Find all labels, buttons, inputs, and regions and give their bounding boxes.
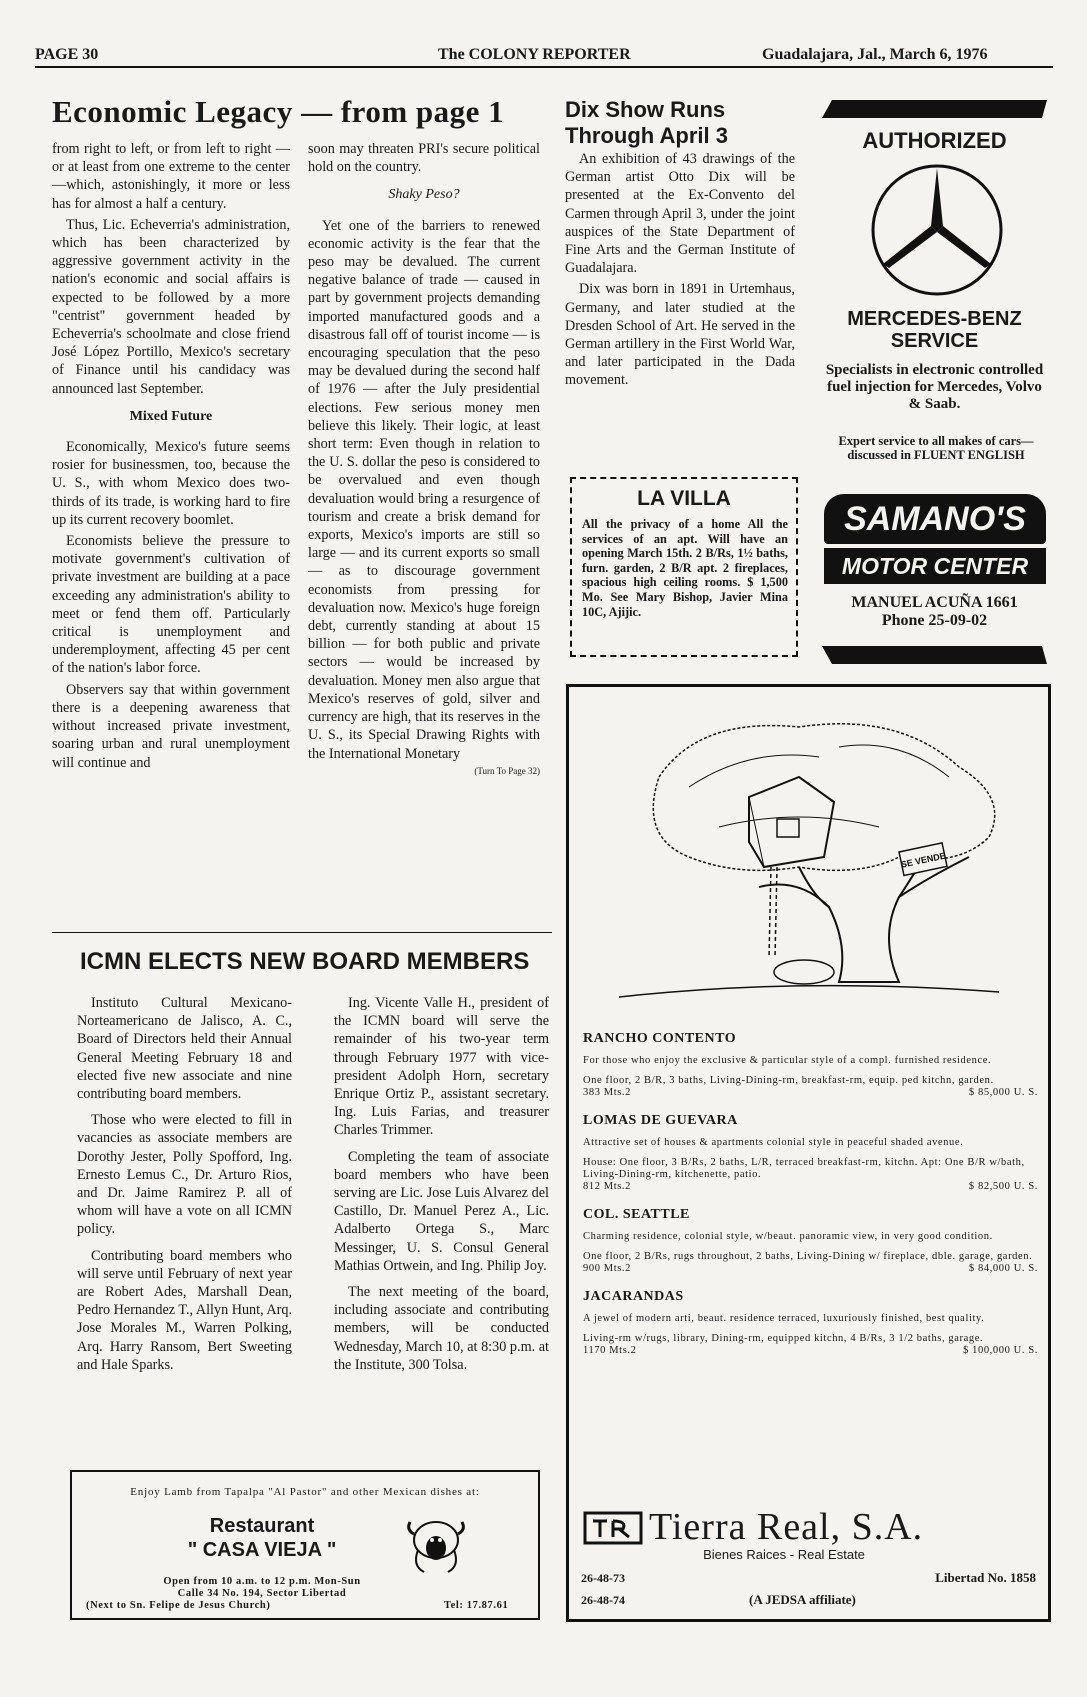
paragraph: Instituto Cultural Mexicano-Norteamericano de Jalisco, A. C., Board of Directors held their Annual General Meeting February 18 and elected five new associate and nine contributing board members. [77, 995, 292, 1103]
listing-rancho-contento [583, 1031, 1038, 1099]
paragraph: Thus, Lic. Echeverria's administration, which has been characterized by aggressive government activity in the nation's economic and social affairs is expected to be followed by a more "centrist" government headed by Echeverria's schoolmate and close friend José López Portillo, Mexico's secretary of Finance until his candidacy was announced last September. [52, 216, 290, 397]
tierra-real-name: Tierra Real, S.A. [649, 1506, 924, 1548]
banner-top-shape [822, 96, 1047, 122]
listing-detail: House: One floor, 3 B/Rs, 2 baths, L/R, terraced breakfast-rm, kitchn. Apt: One B/R w/bath, Living-Dining-rm, kitchenette, patio. [583, 1157, 1025, 1180]
treehouse-illustration [599, 707, 1019, 1007]
economic-column-1 [52, 140, 290, 775]
samanos-phone: Phone 25-09-02 [881, 612, 988, 629]
tierra-real-address: Libertad No. 1858 [935, 1570, 1036, 1585]
restaurant-details [112, 1576, 412, 1599]
dix-headline-line-1: Dix Show Runs [565, 97, 726, 122]
mercedes-brand [822, 308, 1047, 352]
restaurant-name-line-1: Restaurant [209, 1515, 315, 1537]
listing-detail: One floor, 2 B/Rs, rugs throughout, 2 baths, Living-Dining w/ fireplace, dble. garage, garden. [583, 1251, 1033, 1262]
banner-bottom-shape [822, 642, 1047, 668]
listing-detail: One floor, 2 B/R, 3 baths, Living-Dining-rm, breakfast-rm, equip. ped kitchn, garden. [583, 1075, 994, 1086]
mercedes-specialists: Specialists in electronic controlled fuel injection for Mercedes, Volvo & Saab. [825, 362, 1044, 412]
listing-desc: Attractive set of houses & apartments colonial style in peaceful shaded avenue. [583, 1137, 964, 1148]
paragraph: Yet one of the barriers to renewed economic activity is the fear that the peso may be devalued. The current negative balance of trade — caused in part by government projects demanding imported manufactured goods and a disastrous fall off of tourist income — is encouraging speculation that the peso may be devalued during the second half of 1976 — after the July presidential elections. Few serious money men believe this likely. Their logic, at least short term: Even though in relation to the U. S. dollar the peso is considered to be overvalued and even though devaluation would bring a resurgence of tourism and create a brisk demand for exports, Mexico's imports are still so large — and its current exports so small — as to discourage government economists from pressing for devaluation now. Mexico's huge foreign debt, currently standing at about 15 billion — for both public and private sectors — would be increased by devaluation. Money men also argue that Mexico's reserves of gold, silver and currency are high, that its reserves in the U. S., its Special Drawing Rights with the International Monetary [308, 217, 540, 762]
restaurant-name [142, 1514, 382, 1562]
subhead-mixed-future: Mixed Future [129, 408, 213, 424]
listing-title: LOMAS DE GUEVARA [583, 1113, 738, 1128]
paragraph: Completing the team of associate board members who have been serving are Lic. Jose Luis Alvarez del Castillo, Dr. Manuel Perez A., Lic. Adalberto Ortega S., Marc Messinger, U. S. Consul General Mathias Ortwein, and Ing. Philip Joy. [334, 1148, 549, 1274]
listing-size-price [583, 1263, 1038, 1275]
tierra-real-phones [581, 1567, 625, 1611]
paragraph: Economically, Mexico's future seems rosier for businessmen, too, because the U. S., with whom Mexico does two-thirds of its trade, is working hard to fire up its current recovery boomlet. [52, 439, 290, 528]
restaurant-near: (Next to Sn. Felipe de Jesus Church) [86, 1600, 271, 1611]
listing-desc: For those who enjoy the exclusive & particular style of a compl. furnished residence. [583, 1055, 992, 1066]
paragraph: Those who were elected to fill in vacancies as associate members are Dorothy Jester, Polly Spofford, Ing. Ernesto Lemus C., Dr. Arturo Rios, and Dr. Jaime Ramirez P. all of whom will have a vote on all ICMN policy. [77, 1112, 292, 1238]
restaurant-name-line-2: " CASA VIEJA " [187, 1539, 337, 1561]
listing-price: $ 84,000 U. S. [968, 1263, 1038, 1274]
dateline: Guadalajara, Jal., March 6, 1976 [762, 46, 988, 63]
phone-1: 26-48-73 [581, 1571, 625, 1585]
la-villa-title: LA VILLA [637, 487, 731, 510]
listing-price: $ 82,500 U. S. [968, 1181, 1038, 1192]
icmn-column-2 [334, 994, 549, 1377]
tierra-real-ad [566, 684, 1051, 1622]
dix-headline [565, 97, 728, 149]
jump-line: (Turn To Page 32) [474, 765, 540, 776]
paragraph: soon may threaten PRI's secure political hold on the country. [308, 141, 540, 176]
la-villa-ad [570, 477, 798, 657]
listing-title: RANCHO CONTENTO [583, 1031, 737, 1046]
paragraph: Ing. Vicente Valle H., president of the ICMN board will serve the remainder of his two-year term through February 1977 with vice-president Adolph Horn, secretary Enrique Ortiz P., assistant secretary. Ing. Luis Farias, and treasurer Charles Trimmer. [334, 995, 549, 1139]
lamb-icon [402, 1510, 472, 1578]
tierra-real-tagline: Bienes Raices - Real Estate [703, 1547, 865, 1562]
phone-2: 26-48-74 [581, 1593, 625, 1607]
paragraph: An exhibition of 43 drawings of the German artist Otto Dix will be presented at the Ex-Convento del Carmen through April 3, under the joint auspices of the State Department of Fine Arts and the German Institute of Guadalajara. [565, 151, 795, 277]
brand-line-2: SERVICE [890, 330, 979, 352]
page-number: PAGE 30 [35, 46, 99, 63]
paragraph: The next meeting of the board, including associate and contributing members, will be conducted Wednesday, March 10, at 8:30 p.m. at the Institute, 300 Tolsa. [334, 1284, 549, 1373]
economic-column-2 [308, 140, 540, 776]
se-vende-sign: SE VENDE [899, 850, 947, 870]
dix-headline-line-2: Through April 3 [565, 123, 728, 148]
listing-jacarandas [583, 1289, 1038, 1357]
authorized-label: AUTHORIZED [862, 128, 1007, 153]
newspaper-name: The COLONY REPORTER [438, 46, 631, 63]
paragraph: Dix was born in 1891 in Urtemhaus, Germany, and later studied at the Dresden School of Art. He served in the German artillery in the First World War, and later participated in the Dada movement. [565, 281, 795, 389]
listing-detail: Living-rm w/rugs, library, Dining-rm, equipped kitchn, 4 B/Rs, 3 1/2 baths, garage. [583, 1333, 984, 1344]
restaurant-address: Calle 34 No. 194, Sector Libertad [177, 1587, 347, 1599]
restaurant-ad [70, 1470, 540, 1620]
paragraph: from right to left, or from left to right — or at least from one extreme to the center—which, astonishingly, it more or less has for almost a half a century. [52, 141, 290, 212]
listing-price: $ 100,000 U. S. [963, 1345, 1038, 1356]
listing-desc: A jewel of modern arti, beaut. residence terraced, luxuriously finished, best quality. [583, 1313, 985, 1324]
paragraph: Observers say that within government there is a deepening awareness that without increased private investment, soaring urban and rural unemployment will continue and [52, 681, 290, 771]
brand-line-1: MERCEDES-BENZ [847, 308, 1022, 330]
icmn-column-1 [77, 994, 292, 1377]
samanos-contact [822, 594, 1047, 630]
mercedes-expert: Expert service to all makes of cars—discussed in FLUENT ENGLISH [838, 434, 1034, 462]
mercedes-star-icon [867, 160, 1007, 300]
listing-title: JACARANDAS [583, 1289, 684, 1304]
restaurant-tel: Tel: 17.87.61 [444, 1600, 509, 1611]
la-villa-body: All the privacy of a home All the services of an apt. Will have an opening March 15th. 2 B/Rs, 1½ baths, furn. garden, 2 B/R apt. 2 fireplaces, spacious high ceiling rooms. $ 1,500 Mo. See Mary Bishop, Javier Mina 10C, Ajijic. [582, 517, 788, 619]
paragraph: Economists believe the pressure to motivate government's cultivation of private investment are building at a pace exceeding any administration's ability to meet or fend them off. Particularly critical is unemployment and underemployment, affecting 45 per cent of the nation's labor force. [52, 533, 290, 677]
masthead-rule [35, 66, 1053, 68]
listing-size-price [583, 1181, 1038, 1193]
listing-size-price [583, 1087, 1038, 1099]
tierra-real-logo-icon [583, 1511, 643, 1545]
subhead-shaky-peso: Shaky Peso? [388, 187, 460, 203]
section-rule [52, 932, 552, 933]
samanos-address: MANUEL ACUÑA 1661 [851, 594, 1018, 611]
icmn-headline: ICMN ELECTS NEW BOARD MEMBERS [80, 948, 530, 975]
tierra-real-affiliate: (A JEDSA affiliate) [749, 1592, 856, 1607]
samanos-logo [824, 494, 1046, 586]
restaurant-hours: Open from 10 a.m. to 12 p.m. Mon-Sun [163, 1576, 361, 1587]
listing-lomas-de-guevara [583, 1113, 1038, 1193]
listing-size: 383 Mts.2 [583, 1087, 631, 1098]
listing-desc: Charming residence, colonial style, w/beaut. panoramic view, in very good condition. [583, 1231, 993, 1242]
listing-size: 812 Mts.2 [583, 1181, 631, 1192]
dix-article [565, 150, 795, 393]
restaurant-intro: Enjoy Lamb from Tapalpa "Al Pastor" and other Mexican dishes at: [130, 1486, 480, 1498]
listing-price: $ 85,000 U. S. [968, 1087, 1038, 1098]
listing-size-price [583, 1345, 1038, 1357]
economic-headline: Economic Legacy — from page 1 [52, 94, 505, 129]
samanos-logo-line-2: MOTOR CENTER [824, 548, 1046, 584]
samanos-logo-line-1: SAMANO'S [824, 494, 1046, 544]
listing-col-seattle [583, 1207, 1038, 1275]
listings [583, 1017, 1038, 1357]
listing-title: COL. SEATTLE [583, 1207, 690, 1222]
listing-size: 900 Mts.2 [583, 1263, 631, 1274]
paragraph: Contributing board members who will serve until February of next year are Robert Ades, Marshall Dean, Pedro Hernandez T., Allyn Hunt, Arq. Jose Morales M., Warren Polking, Arq. Harry Ransom, Bert Sweeting and Hale Sparks. [77, 1247, 293, 1373]
listing-size: 1170 Mts.2 [583, 1345, 637, 1356]
